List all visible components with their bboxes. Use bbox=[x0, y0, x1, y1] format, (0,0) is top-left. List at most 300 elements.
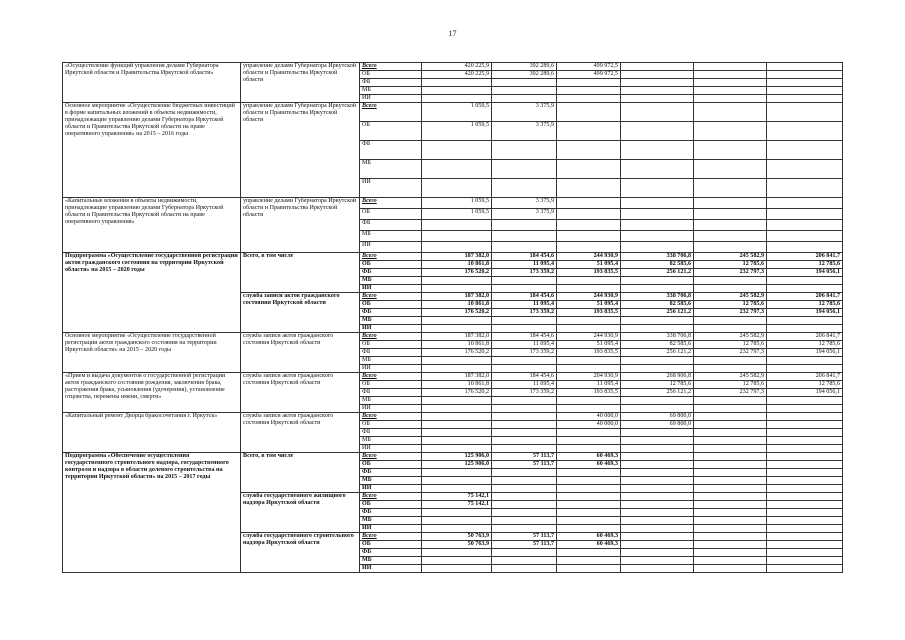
amount-cell: 194 056,1 bbox=[767, 389, 843, 397]
amount-cell bbox=[694, 87, 767, 95]
amount-cell bbox=[492, 413, 557, 421]
amount-cell bbox=[621, 277, 694, 285]
amount-cell: 193 835,5 bbox=[557, 349, 621, 357]
amount-cell bbox=[557, 277, 621, 285]
amount-cell: 193 835,5 bbox=[557, 309, 621, 317]
amount-cell bbox=[557, 405, 621, 413]
amount-cell bbox=[422, 397, 492, 405]
amount-cell bbox=[621, 209, 694, 220]
amount-cell bbox=[767, 242, 843, 253]
amount-cell: 194 056,1 bbox=[767, 309, 843, 317]
amount-cell bbox=[621, 445, 694, 453]
amount-cell bbox=[422, 509, 492, 517]
funding-source-cell: ИИ bbox=[360, 405, 422, 413]
amount-cell bbox=[694, 413, 767, 421]
amount-cell: 60 469,3 bbox=[557, 461, 621, 469]
amount-cell bbox=[422, 565, 492, 573]
amount-cell bbox=[694, 429, 767, 437]
amount-cell: 12 785,6 bbox=[694, 341, 767, 349]
amount-cell: 245 582,9 bbox=[694, 333, 767, 341]
amount-cell: 1 059,5 bbox=[422, 122, 492, 141]
amount-cell bbox=[621, 485, 694, 493]
amount-cell bbox=[422, 485, 492, 493]
amount-cell bbox=[492, 365, 557, 373]
program-name-cell: Основное мероприятие «Осуществление государственной регистрации актов гражданского состояния на территории Иркутской области» на 2015 – 2020 годы bbox=[63, 333, 241, 373]
amount-cell bbox=[492, 87, 557, 95]
amount-cell: 75 142,1 bbox=[422, 493, 492, 501]
funding-source-cell: ФБ bbox=[360, 509, 422, 517]
amount-cell: 173 359,2 bbox=[492, 269, 557, 277]
amount-cell: 187 382,0 bbox=[422, 253, 492, 261]
amount-cell: 3 375,9 bbox=[492, 209, 557, 220]
funding-source-cell: Всего bbox=[360, 533, 422, 541]
amount-cell bbox=[767, 413, 843, 421]
amount-cell bbox=[557, 509, 621, 517]
amount-cell bbox=[767, 141, 843, 160]
table-row bbox=[63, 253, 843, 261]
amount-cell bbox=[621, 509, 694, 517]
amount-cell bbox=[694, 285, 767, 293]
funding-source-cell: Всего bbox=[360, 333, 422, 341]
amount-cell bbox=[422, 549, 492, 557]
amount-cell bbox=[621, 63, 694, 71]
amount-cell bbox=[557, 525, 621, 533]
amount-cell bbox=[492, 220, 557, 231]
amount-cell: 40 000,0 bbox=[557, 413, 621, 421]
amount-cell: 82 585,6 bbox=[621, 301, 694, 309]
amount-cell bbox=[557, 317, 621, 325]
amount-cell bbox=[557, 565, 621, 573]
amount-cell: 1 059,5 bbox=[422, 209, 492, 220]
amount-cell bbox=[621, 87, 694, 95]
program-name-cell: Подпрограмма «Осуществление государственной регистрации актов гражданского состояния на территории Иркутской области» на 2015 – 2020 годы bbox=[63, 253, 241, 333]
amount-cell bbox=[557, 141, 621, 160]
amount-cell bbox=[492, 421, 557, 429]
amount-cell bbox=[492, 285, 557, 293]
amount-cell bbox=[422, 220, 492, 231]
amount-cell bbox=[694, 209, 767, 220]
amount-cell bbox=[422, 357, 492, 365]
amount-cell bbox=[767, 445, 843, 453]
amount-cell bbox=[767, 95, 843, 103]
amount-cell bbox=[694, 365, 767, 373]
amount-cell bbox=[422, 87, 492, 95]
amount-cell bbox=[621, 429, 694, 437]
funding-source-cell: ИИ bbox=[360, 525, 422, 533]
amount-cell bbox=[621, 365, 694, 373]
amount-cell bbox=[767, 493, 843, 501]
amount-cell bbox=[422, 445, 492, 453]
amount-cell: 57 113,7 bbox=[492, 533, 557, 541]
amount-cell bbox=[767, 277, 843, 285]
amount-cell: 206 841,7 bbox=[767, 373, 843, 381]
amount-cell bbox=[767, 405, 843, 413]
funding-source-cell: ОБ bbox=[360, 501, 422, 509]
amount-cell bbox=[557, 469, 621, 477]
funding-source-cell: ОБ bbox=[360, 421, 422, 429]
funding-source-cell: МБ bbox=[360, 160, 422, 179]
amount-cell bbox=[492, 397, 557, 405]
amount-cell bbox=[422, 79, 492, 87]
funding-source-cell: ИИ bbox=[360, 95, 422, 103]
amount-cell bbox=[492, 325, 557, 333]
amount-cell bbox=[694, 549, 767, 557]
amount-cell bbox=[621, 103, 694, 122]
funding-source-cell: МБ bbox=[360, 397, 422, 405]
amount-cell bbox=[492, 437, 557, 445]
amount-cell bbox=[621, 122, 694, 141]
amount-cell bbox=[422, 242, 492, 253]
funding-source-cell: ФБ bbox=[360, 429, 422, 437]
amount-cell: 40 000,0 bbox=[557, 421, 621, 429]
amount-cell bbox=[767, 517, 843, 525]
amount-cell: 268 906,8 bbox=[621, 373, 694, 381]
amount-cell bbox=[694, 95, 767, 103]
amount-cell: 244 930,9 bbox=[557, 253, 621, 261]
executor-cell: служба записи актов гражданского состояния Иркутской области bbox=[241, 413, 360, 453]
amount-cell bbox=[767, 477, 843, 485]
executor-cell: служба государственного строительного надзора Иркутской области bbox=[241, 533, 360, 573]
amount-cell: 173 359,2 bbox=[492, 389, 557, 397]
amount-cell bbox=[767, 485, 843, 493]
amount-cell bbox=[694, 469, 767, 477]
amount-cell bbox=[557, 95, 621, 103]
amount-cell bbox=[422, 429, 492, 437]
amount-cell: 256 121,2 bbox=[621, 389, 694, 397]
amount-cell bbox=[694, 485, 767, 493]
amount-cell bbox=[422, 325, 492, 333]
amount-cell bbox=[694, 79, 767, 87]
amount-cell: 184 454,6 bbox=[492, 373, 557, 381]
funding-source-cell: ИИ bbox=[360, 565, 422, 573]
amount-cell: 244 930,9 bbox=[557, 333, 621, 341]
amount-cell: 50 763,9 bbox=[422, 541, 492, 549]
funding-source-cell: ОБ bbox=[360, 341, 422, 349]
amount-cell bbox=[621, 325, 694, 333]
amount-cell bbox=[694, 242, 767, 253]
amount-cell bbox=[422, 95, 492, 103]
amount-cell: 206 841,7 bbox=[767, 333, 843, 341]
amount-cell bbox=[492, 565, 557, 573]
amount-cell bbox=[492, 509, 557, 517]
funding-source-cell: ОБ bbox=[360, 381, 422, 389]
amount-cell: 125 906,0 bbox=[422, 453, 492, 461]
program-name-cell: «Прием и выдача документов о государственной регистрации актов гражданского состояния рождения, заключения брака, расторжения брака, усыновления (удочерения), установление отцовства, перемены имени, смерти» bbox=[63, 373, 241, 413]
amount-cell: 187 382,0 bbox=[422, 293, 492, 301]
amount-cell bbox=[767, 453, 843, 461]
amount-cell: 256 121,2 bbox=[621, 349, 694, 357]
amount-cell bbox=[621, 533, 694, 541]
amount-cell: 3 375,9 bbox=[492, 103, 557, 122]
amount-cell bbox=[767, 357, 843, 365]
amount-cell bbox=[557, 477, 621, 485]
amount-cell bbox=[492, 517, 557, 525]
amount-cell bbox=[621, 198, 694, 209]
amount-cell bbox=[557, 179, 621, 198]
amount-cell: 204 930,9 bbox=[557, 373, 621, 381]
amount-cell: 232 797,3 bbox=[694, 309, 767, 317]
amount-cell bbox=[557, 493, 621, 501]
amount-cell bbox=[557, 485, 621, 493]
amount-cell bbox=[694, 103, 767, 122]
amount-cell: 206 841,7 bbox=[767, 253, 843, 261]
amount-cell bbox=[557, 198, 621, 209]
amount-cell: 184 454,6 bbox=[492, 293, 557, 301]
amount-cell bbox=[422, 525, 492, 533]
amount-cell bbox=[767, 325, 843, 333]
amount-cell bbox=[621, 220, 694, 231]
funding-source-cell: МБ bbox=[360, 557, 422, 565]
amount-cell bbox=[621, 160, 694, 179]
amount-cell bbox=[694, 421, 767, 429]
table-row bbox=[63, 333, 843, 341]
funding-source-cell: МБ bbox=[360, 437, 422, 445]
amount-cell bbox=[492, 405, 557, 413]
amount-cell: 499 972,5 bbox=[557, 63, 621, 71]
amount-cell bbox=[621, 517, 694, 525]
amount-cell bbox=[557, 365, 621, 373]
funding-source-cell: Всего bbox=[360, 198, 422, 209]
funding-source-cell: Всего bbox=[360, 293, 422, 301]
funding-source-cell: ОБ bbox=[360, 122, 422, 141]
amount-cell bbox=[621, 179, 694, 198]
amount-cell bbox=[767, 509, 843, 517]
amount-cell: 206 841,7 bbox=[767, 293, 843, 301]
executor-cell: управление делами Губернатора Иркутской области и Правительства Иркутской области bbox=[241, 103, 360, 198]
amount-cell: 11 095,4 bbox=[492, 381, 557, 389]
amount-cell: 3 375,9 bbox=[492, 122, 557, 141]
amount-cell bbox=[694, 63, 767, 71]
amount-cell: 60 469,3 bbox=[557, 541, 621, 549]
amount-cell bbox=[557, 209, 621, 220]
amount-cell bbox=[694, 160, 767, 179]
amount-cell bbox=[621, 461, 694, 469]
amount-cell: 420 225,9 bbox=[422, 63, 492, 71]
amount-cell bbox=[492, 493, 557, 501]
amount-cell bbox=[767, 63, 843, 71]
amount-cell bbox=[694, 277, 767, 285]
amount-cell bbox=[621, 437, 694, 445]
amount-cell bbox=[694, 501, 767, 509]
amount-cell bbox=[694, 198, 767, 209]
amount-cell bbox=[557, 397, 621, 405]
program-name-cell: Подпрограмма «Обеспечение осуществления государственного строительного надзора, государственного контроля и надзора в области долевого строительства на территории Иркутской области» на 2015 – 2017 годы bbox=[63, 453, 241, 573]
amount-cell bbox=[621, 242, 694, 253]
amount-cell: 244 930,9 bbox=[557, 293, 621, 301]
amount-cell bbox=[767, 179, 843, 198]
amount-cell bbox=[694, 437, 767, 445]
amount-cell bbox=[621, 317, 694, 325]
amount-cell bbox=[694, 71, 767, 79]
funding-source-cell: ФБ bbox=[360, 549, 422, 557]
funding-source-cell: ФБ bbox=[360, 389, 422, 397]
amount-cell bbox=[492, 429, 557, 437]
amount-cell: 51 095,4 bbox=[557, 261, 621, 269]
amount-cell bbox=[422, 231, 492, 242]
amount-cell bbox=[694, 179, 767, 198]
amount-cell bbox=[767, 79, 843, 87]
funding-source-cell: ИИ bbox=[360, 485, 422, 493]
amount-cell bbox=[557, 517, 621, 525]
amount-cell bbox=[767, 160, 843, 179]
amount-cell: 193 835,5 bbox=[557, 389, 621, 397]
amount-cell bbox=[492, 141, 557, 160]
amount-cell bbox=[767, 209, 843, 220]
page-number: 17 bbox=[448, 29, 457, 38]
amount-cell bbox=[492, 485, 557, 493]
amount-cell bbox=[694, 141, 767, 160]
amount-cell: 187 382,0 bbox=[422, 333, 492, 341]
funding-source-cell: МБ bbox=[360, 231, 422, 242]
amount-cell: 245 582,9 bbox=[694, 253, 767, 261]
amount-cell: 184 454,6 bbox=[492, 333, 557, 341]
amount-cell bbox=[557, 429, 621, 437]
amount-cell: 60 469,3 bbox=[557, 453, 621, 461]
amount-cell bbox=[422, 277, 492, 285]
amount-cell: 12 785,6 bbox=[767, 381, 843, 389]
amount-cell bbox=[492, 95, 557, 103]
amount-cell bbox=[422, 517, 492, 525]
amount-cell: 57 113,7 bbox=[492, 541, 557, 549]
amount-cell bbox=[492, 277, 557, 285]
amount-cell: 173 359,2 bbox=[492, 349, 557, 357]
amount-cell bbox=[694, 525, 767, 533]
amount-cell bbox=[621, 525, 694, 533]
executor-cell: служба записи актов гражданского состояния Иркутской области bbox=[241, 293, 360, 333]
amount-cell bbox=[422, 477, 492, 485]
amount-cell bbox=[694, 122, 767, 141]
amount-cell: 11 095,4 bbox=[492, 341, 557, 349]
amount-cell: 12 785,6 bbox=[694, 301, 767, 309]
amount-cell bbox=[767, 71, 843, 79]
amount-cell: 232 797,3 bbox=[694, 349, 767, 357]
table-row bbox=[63, 63, 843, 71]
amount-cell bbox=[621, 549, 694, 557]
amount-cell: 57 113,7 bbox=[492, 453, 557, 461]
table-row bbox=[63, 413, 843, 421]
funding-source-cell: МБ bbox=[360, 357, 422, 365]
amount-cell bbox=[492, 317, 557, 325]
amount-cell: 184 454,6 bbox=[492, 253, 557, 261]
amount-cell bbox=[694, 397, 767, 405]
amount-cell: 173 359,2 bbox=[492, 309, 557, 317]
funding-source-cell: Всего bbox=[360, 493, 422, 501]
funding-source-cell: Всего bbox=[360, 373, 422, 381]
amount-cell bbox=[694, 493, 767, 501]
amount-cell bbox=[492, 525, 557, 533]
funding-source-cell: ИИ bbox=[360, 242, 422, 253]
amount-cell: 12 785,6 bbox=[694, 381, 767, 389]
amount-cell bbox=[422, 437, 492, 445]
funding-source-cell: ИИ bbox=[360, 285, 422, 293]
funding-source-cell: ОБ bbox=[360, 71, 422, 79]
amount-cell bbox=[767, 103, 843, 122]
funding-source-cell: ФБ bbox=[360, 349, 422, 357]
amount-cell bbox=[767, 501, 843, 509]
amount-cell bbox=[557, 220, 621, 231]
amount-cell bbox=[694, 533, 767, 541]
amount-cell bbox=[422, 160, 492, 179]
amount-cell: 69 800,0 bbox=[621, 413, 694, 421]
amount-cell: 11 095,4 bbox=[557, 381, 621, 389]
amount-cell: 11 095,4 bbox=[492, 261, 557, 269]
amount-cell bbox=[767, 397, 843, 405]
executor-cell: служба записи актов гражданского состояния Иркутской области bbox=[241, 373, 360, 413]
amount-cell: 245 582,9 bbox=[694, 293, 767, 301]
amount-cell bbox=[694, 317, 767, 325]
amount-cell bbox=[621, 477, 694, 485]
amount-cell bbox=[694, 357, 767, 365]
amount-cell bbox=[621, 405, 694, 413]
executor-cell: Всего, в том числе bbox=[241, 253, 360, 293]
amount-cell: 10 861,8 bbox=[422, 381, 492, 389]
amount-cell bbox=[492, 231, 557, 242]
funding-source-cell: ОБ bbox=[360, 541, 422, 549]
amount-cell: 10 861,8 bbox=[422, 341, 492, 349]
amount-cell bbox=[694, 405, 767, 413]
executor-cell: служба записи актов гражданского состояния Иркутской области bbox=[241, 333, 360, 373]
amount-cell bbox=[767, 122, 843, 141]
funding-source-cell: ИИ bbox=[360, 365, 422, 373]
amount-cell: 1 059,5 bbox=[422, 103, 492, 122]
amount-cell: 193 835,5 bbox=[557, 269, 621, 277]
amount-cell bbox=[694, 565, 767, 573]
amount-cell: 125 906,0 bbox=[422, 461, 492, 469]
amount-cell bbox=[422, 317, 492, 325]
amount-cell bbox=[422, 421, 492, 429]
amount-cell: 392 289,6 bbox=[492, 71, 557, 79]
table-row bbox=[63, 373, 843, 381]
amount-cell bbox=[557, 445, 621, 453]
amount-cell bbox=[492, 549, 557, 557]
funding-source-cell: Всего bbox=[360, 413, 422, 421]
amount-cell bbox=[557, 501, 621, 509]
amount-cell bbox=[492, 79, 557, 87]
amount-cell bbox=[694, 509, 767, 517]
amount-cell bbox=[422, 557, 492, 565]
funding-source-cell: ФБ bbox=[360, 79, 422, 87]
amount-cell: 10 861,8 bbox=[422, 261, 492, 269]
amount-cell bbox=[694, 557, 767, 565]
amount-cell bbox=[767, 469, 843, 477]
amount-cell bbox=[694, 461, 767, 469]
amount-cell bbox=[557, 231, 621, 242]
executor-cell: служба государственного жилищного надзора Иркутской области bbox=[241, 493, 360, 533]
amount-cell bbox=[557, 357, 621, 365]
amount-cell bbox=[694, 453, 767, 461]
amount-cell bbox=[557, 79, 621, 87]
amount-cell bbox=[694, 445, 767, 453]
amount-cell bbox=[492, 477, 557, 485]
amount-cell bbox=[621, 557, 694, 565]
funding-source-cell: ОБ bbox=[360, 209, 422, 220]
amount-cell: 12 785,6 bbox=[767, 261, 843, 269]
amount-cell: 51 095,4 bbox=[557, 301, 621, 309]
amount-cell bbox=[767, 533, 843, 541]
funding-source-cell: ФБ bbox=[360, 469, 422, 477]
amount-cell bbox=[767, 220, 843, 231]
amount-cell: 338 706,8 bbox=[621, 293, 694, 301]
funding-source-cell: МБ bbox=[360, 277, 422, 285]
amount-cell: 232 797,3 bbox=[694, 389, 767, 397]
amount-cell bbox=[694, 231, 767, 242]
amount-cell bbox=[767, 541, 843, 549]
amount-cell bbox=[492, 557, 557, 565]
amount-cell: 11 095,4 bbox=[492, 301, 557, 309]
amount-cell bbox=[492, 501, 557, 509]
funding-source-cell: ФБ bbox=[360, 141, 422, 160]
amount-cell: 256 121,2 bbox=[621, 269, 694, 277]
